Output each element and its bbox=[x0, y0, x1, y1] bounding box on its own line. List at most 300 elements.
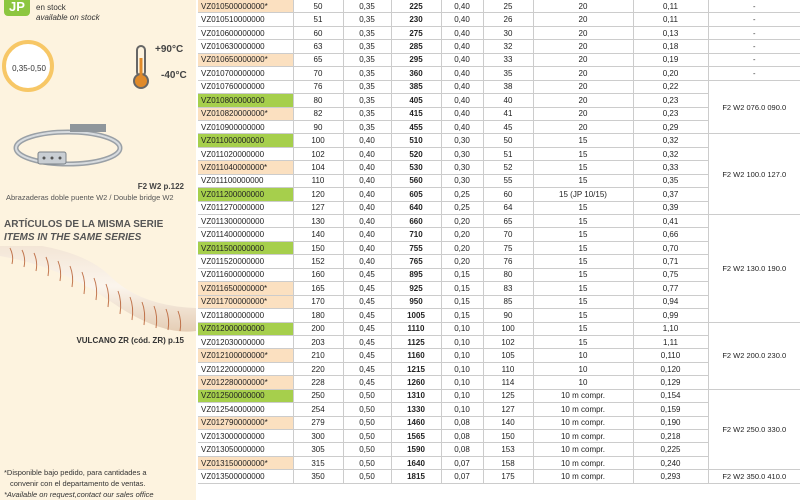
diameter-cell: 160 bbox=[293, 268, 343, 281]
thickness-cell: 0,50 bbox=[343, 470, 391, 483]
pressure-cell: 0,25 bbox=[441, 188, 483, 201]
product-code-cell: VZ011200000000 bbox=[198, 188, 293, 201]
length-cell: 20 bbox=[533, 94, 633, 107]
thickness-cell: 0,45 bbox=[343, 349, 391, 362]
thickness-cell: 0,35 bbox=[343, 67, 391, 80]
bend-radius-cell: 102 bbox=[483, 335, 533, 348]
thickness-cell: 0,35 bbox=[343, 80, 391, 93]
product-code-cell: VZ013050000000 bbox=[198, 443, 293, 456]
price-factor-cell: 0,22 bbox=[633, 80, 708, 93]
sidebar bbox=[0, 0, 196, 500]
bend-radius-cell: 51 bbox=[483, 147, 533, 160]
weight-cell: 1215 bbox=[391, 362, 441, 375]
product-code-cell: VZ011520000000 bbox=[198, 255, 293, 268]
weight-cell: 710 bbox=[391, 228, 441, 241]
bend-radius-cell: 41 bbox=[483, 107, 533, 120]
weight-cell: 1005 bbox=[391, 309, 441, 322]
bend-radius-cell: 175 bbox=[483, 470, 533, 483]
bend-radius-cell: 125 bbox=[483, 389, 533, 402]
footnote-es-1: *Disponible bajo pedido, para cantidades a bbox=[4, 468, 147, 477]
pressure-cell: 0,40 bbox=[441, 120, 483, 133]
weight-cell: 560 bbox=[391, 174, 441, 187]
accessory-cell: - bbox=[708, 67, 800, 80]
price-factor-cell: 0,32 bbox=[633, 147, 708, 160]
diameter-cell: 305 bbox=[293, 443, 343, 456]
footnote-en: *Available on request,contact our sales office bbox=[4, 490, 154, 499]
weight-cell: 1640 bbox=[391, 456, 441, 469]
price-factor-cell: 0,71 bbox=[633, 255, 708, 268]
length-cell: 20 bbox=[533, 26, 633, 39]
price-factor-cell: 0,19 bbox=[633, 53, 708, 66]
pressure-cell: 0,10 bbox=[441, 376, 483, 389]
length-cell: 10 m compr. bbox=[533, 416, 633, 429]
accessory-cell: - bbox=[708, 53, 800, 66]
price-factor-cell: 0,110 bbox=[633, 349, 708, 362]
product-code-cell: VZ012790000000* bbox=[198, 416, 293, 429]
jp-badge: JP bbox=[4, 0, 30, 16]
thickness-cell: 0,45 bbox=[343, 282, 391, 295]
price-factor-cell: 0,94 bbox=[633, 295, 708, 308]
product-code-cell: VZ013000000000 bbox=[198, 430, 293, 443]
table-row bbox=[198, 13, 800, 26]
pressure-cell: 0,15 bbox=[441, 282, 483, 295]
diameter-cell: 130 bbox=[293, 215, 343, 228]
diameter-cell: 120 bbox=[293, 188, 343, 201]
temp-max: +90°C bbox=[155, 44, 184, 55]
bend-radius-cell: 105 bbox=[483, 349, 533, 362]
thickness-label: 0,35-0,50 bbox=[12, 64, 46, 73]
clamp-ref: F2 W2 p.122 bbox=[137, 182, 184, 191]
diameter-cell: 102 bbox=[293, 147, 343, 160]
diameter-cell: 63 bbox=[293, 40, 343, 53]
bend-radius-cell: 85 bbox=[483, 295, 533, 308]
length-cell: 15 (JP 10/15) bbox=[533, 188, 633, 201]
product-code-cell: VZ012540000000 bbox=[198, 403, 293, 416]
product-code-cell: VZ010820000000* bbox=[198, 107, 293, 120]
diameter-cell: 300 bbox=[293, 430, 343, 443]
accessory-cell: - bbox=[708, 26, 800, 39]
pressure-cell: 0,30 bbox=[441, 147, 483, 160]
weight-cell: 1565 bbox=[391, 430, 441, 443]
thickness-cell: 0,50 bbox=[343, 430, 391, 443]
table-row bbox=[198, 40, 800, 53]
thickness-cell: 0,45 bbox=[343, 335, 391, 348]
price-factor-cell: 0,29 bbox=[633, 120, 708, 133]
weight-cell: 225 bbox=[391, 0, 441, 13]
product-code-cell: VZ010510000000 bbox=[198, 13, 293, 26]
weight-cell: 285 bbox=[391, 40, 441, 53]
thickness-cell: 0,45 bbox=[343, 322, 391, 335]
bend-radius-cell: 158 bbox=[483, 456, 533, 469]
product-code-cell: VZ012280000000* bbox=[198, 376, 293, 389]
price-factor-cell: 0,70 bbox=[633, 241, 708, 254]
product-code-cell: VZ011500000000 bbox=[198, 241, 293, 254]
table-row bbox=[198, 389, 800, 402]
price-factor-cell: 0,66 bbox=[633, 228, 708, 241]
length-cell: 15 bbox=[533, 174, 633, 187]
diameter-cell: 80 bbox=[293, 94, 343, 107]
clamp-image bbox=[8, 112, 138, 182]
product-code-cell: VZ010650000000* bbox=[198, 53, 293, 66]
pressure-cell: 0,10 bbox=[441, 322, 483, 335]
thickness-cell: 0,50 bbox=[343, 443, 391, 456]
weight-cell: 765 bbox=[391, 255, 441, 268]
diameter-cell: 70 bbox=[293, 67, 343, 80]
weight-cell: 1460 bbox=[391, 416, 441, 429]
bend-radius-cell: 55 bbox=[483, 174, 533, 187]
thickness-cell: 0,40 bbox=[343, 255, 391, 268]
pressure-cell: 0,40 bbox=[441, 107, 483, 120]
thickness-cell: 0,40 bbox=[343, 147, 391, 160]
product-code-cell: VZ011270000000 bbox=[198, 201, 293, 214]
weight-cell: 360 bbox=[391, 67, 441, 80]
accessory-cell: F2 W2 130.0 190.0 bbox=[708, 215, 800, 323]
bend-radius-cell: 140 bbox=[483, 416, 533, 429]
bend-radius-cell: 76 bbox=[483, 255, 533, 268]
thickness-cell: 0,50 bbox=[343, 389, 391, 402]
product-code-cell: VZ013150000000* bbox=[198, 456, 293, 469]
bend-radius-cell: 80 bbox=[483, 268, 533, 281]
bend-radius-cell: 153 bbox=[483, 443, 533, 456]
length-cell: 15 bbox=[533, 215, 633, 228]
pressure-cell: 0,10 bbox=[441, 362, 483, 375]
product-code-cell: VZ011300000000 bbox=[198, 215, 293, 228]
thickness-cell: 0,40 bbox=[343, 188, 391, 201]
pressure-cell: 0,15 bbox=[441, 268, 483, 281]
price-factor-cell: 0,18 bbox=[633, 40, 708, 53]
pressure-cell: 0,15 bbox=[441, 309, 483, 322]
weight-cell: 1160 bbox=[391, 349, 441, 362]
pressure-cell: 0,08 bbox=[441, 416, 483, 429]
price-factor-cell: 0,225 bbox=[633, 443, 708, 456]
length-cell: 10 m compr. bbox=[533, 403, 633, 416]
vulcano-ref: VULCANO ZR (cód. ZR) p.15 bbox=[76, 336, 184, 345]
price-factor-cell: 0,13 bbox=[633, 26, 708, 39]
weight-cell: 520 bbox=[391, 147, 441, 160]
product-code-cell: VZ012030000000 bbox=[198, 335, 293, 348]
table-row bbox=[198, 53, 800, 66]
stock-label-en: available on stock bbox=[36, 13, 100, 22]
weight-cell: 385 bbox=[391, 80, 441, 93]
weight-cell: 1125 bbox=[391, 335, 441, 348]
price-factor-cell: 0,23 bbox=[633, 107, 708, 120]
pressure-cell: 0,30 bbox=[441, 134, 483, 147]
thickness-cell: 0,40 bbox=[343, 215, 391, 228]
weight-cell: 755 bbox=[391, 241, 441, 254]
pressure-cell: 0,30 bbox=[441, 174, 483, 187]
diameter-cell: 279 bbox=[293, 416, 343, 429]
price-factor-cell: 0,159 bbox=[633, 403, 708, 416]
thermometer-icon bbox=[131, 44, 151, 90]
thickness-cell: 0,40 bbox=[343, 241, 391, 254]
product-code-cell: VZ011020000000 bbox=[198, 147, 293, 160]
clamp-caption: Abrazaderas doble puente W2 / Double bridge W2 bbox=[6, 193, 174, 202]
weight-cell: 415 bbox=[391, 107, 441, 120]
table-row bbox=[198, 0, 800, 13]
product-code-cell: VZ011650000000* bbox=[198, 282, 293, 295]
length-cell: 15 bbox=[533, 295, 633, 308]
length-cell: 15 bbox=[533, 241, 633, 254]
accessory-cell: - bbox=[708, 40, 800, 53]
length-cell: 20 bbox=[533, 107, 633, 120]
product-code-cell: VZ010700000000 bbox=[198, 67, 293, 80]
length-cell: 10 bbox=[533, 376, 633, 389]
weight-cell: 1815 bbox=[391, 470, 441, 483]
length-cell: 20 bbox=[533, 53, 633, 66]
product-code-cell: VZ011600000000 bbox=[198, 268, 293, 281]
product-code-cell: VZ011400000000 bbox=[198, 228, 293, 241]
weight-cell: 1330 bbox=[391, 403, 441, 416]
product-code-cell: VZ011000000000 bbox=[198, 134, 293, 147]
pressure-cell: 0,15 bbox=[441, 295, 483, 308]
length-cell: 20 bbox=[533, 13, 633, 26]
length-cell: 15 bbox=[533, 335, 633, 348]
weight-cell: 895 bbox=[391, 268, 441, 281]
length-cell: 15 bbox=[533, 322, 633, 335]
price-factor-cell: 0,99 bbox=[633, 309, 708, 322]
bend-radius-cell: 33 bbox=[483, 53, 533, 66]
weight-cell: 925 bbox=[391, 282, 441, 295]
diameter-cell: 100 bbox=[293, 134, 343, 147]
diameter-cell: 140 bbox=[293, 228, 343, 241]
pressure-cell: 0,20 bbox=[441, 241, 483, 254]
thickness-cell: 0,45 bbox=[343, 268, 391, 281]
length-cell: 15 bbox=[533, 201, 633, 214]
diameter-cell: 180 bbox=[293, 309, 343, 322]
length-cell: 20 bbox=[533, 120, 633, 133]
pressure-cell: 0,40 bbox=[441, 67, 483, 80]
thickness-cell: 0,35 bbox=[343, 107, 391, 120]
diameter-cell: 127 bbox=[293, 201, 343, 214]
pressure-cell: 0,40 bbox=[441, 80, 483, 93]
accessory-cell: F2 W2 100.0 127.0 bbox=[708, 134, 800, 215]
length-cell: 10 m compr. bbox=[533, 443, 633, 456]
product-code-cell: VZ010760000000 bbox=[198, 80, 293, 93]
diameter-cell: 60 bbox=[293, 26, 343, 39]
bend-radius-cell: 64 bbox=[483, 201, 533, 214]
length-cell: 15 bbox=[533, 255, 633, 268]
pressure-cell: 0,40 bbox=[441, 26, 483, 39]
table-row bbox=[198, 134, 800, 147]
bend-radius-cell: 65 bbox=[483, 215, 533, 228]
diameter-cell: 203 bbox=[293, 335, 343, 348]
diameter-cell: 200 bbox=[293, 322, 343, 335]
weight-cell: 1310 bbox=[391, 389, 441, 402]
bend-radius-cell: 30 bbox=[483, 26, 533, 39]
length-cell: 10 m compr. bbox=[533, 470, 633, 483]
pressure-cell: 0,10 bbox=[441, 403, 483, 416]
product-code-cell: VZ010500000000* bbox=[198, 0, 293, 13]
price-factor-cell: 0,293 bbox=[633, 470, 708, 483]
bend-radius-cell: 50 bbox=[483, 134, 533, 147]
hose-image bbox=[0, 246, 196, 336]
thickness-cell: 0,35 bbox=[343, 40, 391, 53]
diameter-cell: 250 bbox=[293, 389, 343, 402]
weight-cell: 230 bbox=[391, 13, 441, 26]
pressure-cell: 0,20 bbox=[441, 215, 483, 228]
product-code-cell: VZ013500000000 bbox=[198, 470, 293, 483]
price-factor-cell: 1,11 bbox=[633, 335, 708, 348]
price-factor-cell: 0,39 bbox=[633, 201, 708, 214]
product-code-cell: VZ011040000000* bbox=[198, 161, 293, 174]
price-factor-cell: 0,154 bbox=[633, 389, 708, 402]
price-factor-cell: 0,11 bbox=[633, 0, 708, 13]
length-cell: 20 bbox=[533, 40, 633, 53]
accessory-cell: F2 W2 250.0 330.0 bbox=[708, 389, 800, 470]
product-code-cell: VZ012100000000* bbox=[198, 349, 293, 362]
price-factor-cell: 1,10 bbox=[633, 322, 708, 335]
table-row bbox=[198, 67, 800, 80]
thickness-cell: 0,40 bbox=[343, 228, 391, 241]
stock-label-es: en stock bbox=[36, 3, 66, 12]
accessory-cell: F2 W2 200.0 230.0 bbox=[708, 322, 800, 389]
bend-radius-cell: 70 bbox=[483, 228, 533, 241]
product-code-cell: VZ010630000000 bbox=[198, 40, 293, 53]
thickness-cell: 0,50 bbox=[343, 403, 391, 416]
length-cell: 15 bbox=[533, 268, 633, 281]
price-factor-cell: 0,32 bbox=[633, 134, 708, 147]
pressure-cell: 0,10 bbox=[441, 389, 483, 402]
price-factor-cell: 0,190 bbox=[633, 416, 708, 429]
bend-radius-cell: 45 bbox=[483, 120, 533, 133]
accessory-cell: F2 W2 076.0 090.0 bbox=[708, 80, 800, 134]
thickness-cell: 0,35 bbox=[343, 94, 391, 107]
price-factor-cell: 0,129 bbox=[633, 376, 708, 389]
weight-cell: 275 bbox=[391, 26, 441, 39]
series-title-es: ARTÍCULOS DE LA MISMA SERIE bbox=[4, 219, 164, 230]
diameter-cell: 50 bbox=[293, 0, 343, 13]
product-code-cell: VZ011800000000 bbox=[198, 309, 293, 322]
length-cell: 15 bbox=[533, 282, 633, 295]
pressure-cell: 0,07 bbox=[441, 470, 483, 483]
price-factor-cell: 0,33 bbox=[633, 161, 708, 174]
thickness-cell: 0,35 bbox=[343, 120, 391, 133]
pressure-cell: 0,10 bbox=[441, 335, 483, 348]
diameter-cell: 82 bbox=[293, 107, 343, 120]
diameter-cell: 110 bbox=[293, 174, 343, 187]
pressure-cell: 0,40 bbox=[441, 40, 483, 53]
weight-cell: 510 bbox=[391, 134, 441, 147]
bend-radius-cell: 127 bbox=[483, 403, 533, 416]
diameter-cell: 90 bbox=[293, 120, 343, 133]
thickness-cell: 0,35 bbox=[343, 53, 391, 66]
length-cell: 15 bbox=[533, 228, 633, 241]
thickness-cell: 0,45 bbox=[343, 376, 391, 389]
length-cell: 15 bbox=[533, 161, 633, 174]
price-factor-cell: 0,35 bbox=[633, 174, 708, 187]
length-cell: 10 bbox=[533, 362, 633, 375]
accessory-cell: F2 W2 350.0 410.0 bbox=[708, 470, 800, 483]
price-factor-cell: 0,240 bbox=[633, 456, 708, 469]
pressure-cell: 0,08 bbox=[441, 443, 483, 456]
pressure-cell: 0,07 bbox=[441, 456, 483, 469]
bend-radius-cell: 32 bbox=[483, 40, 533, 53]
diameter-cell: 152 bbox=[293, 255, 343, 268]
product-code-cell: VZ012000000000 bbox=[198, 322, 293, 335]
length-cell: 15 bbox=[533, 309, 633, 322]
product-code-cell: VZ010600000000 bbox=[198, 26, 293, 39]
length-cell: 20 bbox=[533, 67, 633, 80]
price-factor-cell: 0,75 bbox=[633, 268, 708, 281]
price-factor-cell: 0,41 bbox=[633, 215, 708, 228]
diameter-cell: 65 bbox=[293, 53, 343, 66]
weight-cell: 295 bbox=[391, 53, 441, 66]
weight-cell: 530 bbox=[391, 161, 441, 174]
price-factor-cell: 0,20 bbox=[633, 67, 708, 80]
thickness-cell: 0,35 bbox=[343, 0, 391, 13]
product-code-cell: VZ012500000000 bbox=[198, 389, 293, 402]
length-cell: 15 bbox=[533, 134, 633, 147]
diameter-cell: 220 bbox=[293, 362, 343, 375]
diameter-cell: 104 bbox=[293, 161, 343, 174]
price-factor-cell: 0,218 bbox=[633, 430, 708, 443]
thickness-cell: 0,35 bbox=[343, 26, 391, 39]
price-factor-cell: 0,37 bbox=[633, 188, 708, 201]
price-factor-cell: 0,120 bbox=[633, 362, 708, 375]
length-cell: 20 bbox=[533, 80, 633, 93]
table-row bbox=[198, 322, 800, 335]
thickness-cell: 0,45 bbox=[343, 295, 391, 308]
length-cell: 10 m compr. bbox=[533, 430, 633, 443]
length-cell: 20 bbox=[533, 0, 633, 13]
bend-radius-cell: 40 bbox=[483, 94, 533, 107]
length-cell: 15 bbox=[533, 147, 633, 160]
bend-radius-cell: 83 bbox=[483, 282, 533, 295]
weight-cell: 1110 bbox=[391, 322, 441, 335]
pressure-cell: 0,08 bbox=[441, 430, 483, 443]
weight-cell: 455 bbox=[391, 120, 441, 133]
thickness-cell: 0,45 bbox=[343, 362, 391, 375]
table-row bbox=[198, 26, 800, 39]
length-cell: 10 bbox=[533, 349, 633, 362]
pressure-cell: 0,30 bbox=[441, 161, 483, 174]
bend-radius-cell: 110 bbox=[483, 362, 533, 375]
diameter-cell: 210 bbox=[293, 349, 343, 362]
product-code-cell: VZ010800000000 bbox=[198, 94, 293, 107]
thickness-cell: 0,35 bbox=[343, 13, 391, 26]
pressure-cell: 0,40 bbox=[441, 53, 483, 66]
bend-radius-cell: 114 bbox=[483, 376, 533, 389]
bend-radius-cell: 35 bbox=[483, 67, 533, 80]
diameter-cell: 76 bbox=[293, 80, 343, 93]
bend-radius-cell: 90 bbox=[483, 309, 533, 322]
temp-min: -40°C bbox=[161, 70, 187, 81]
diameter-cell: 228 bbox=[293, 376, 343, 389]
thickness-cell: 0,45 bbox=[343, 309, 391, 322]
bend-radius-cell: 26 bbox=[483, 13, 533, 26]
product-code-cell: VZ011100000000 bbox=[198, 174, 293, 187]
diameter-cell: 150 bbox=[293, 241, 343, 254]
weight-cell: 1260 bbox=[391, 376, 441, 389]
diameter-cell: 165 bbox=[293, 282, 343, 295]
price-factor-cell: 0,23 bbox=[633, 94, 708, 107]
thickness-cell: 0,50 bbox=[343, 416, 391, 429]
thickness-cell: 0,50 bbox=[343, 456, 391, 469]
bend-radius-cell: 38 bbox=[483, 80, 533, 93]
bend-radius-cell: 100 bbox=[483, 322, 533, 335]
product-code-cell: VZ010900000000 bbox=[198, 120, 293, 133]
weight-cell: 405 bbox=[391, 94, 441, 107]
pressure-cell: 0,40 bbox=[441, 13, 483, 26]
length-cell: 10 m compr. bbox=[533, 389, 633, 402]
weight-cell: 1590 bbox=[391, 443, 441, 456]
product-table-wrapper bbox=[198, 0, 800, 484]
pressure-cell: 0,40 bbox=[441, 94, 483, 107]
bend-radius-cell: 52 bbox=[483, 161, 533, 174]
accessory-cell: - bbox=[708, 13, 800, 26]
product-table bbox=[198, 0, 800, 484]
table-row bbox=[198, 215, 800, 228]
